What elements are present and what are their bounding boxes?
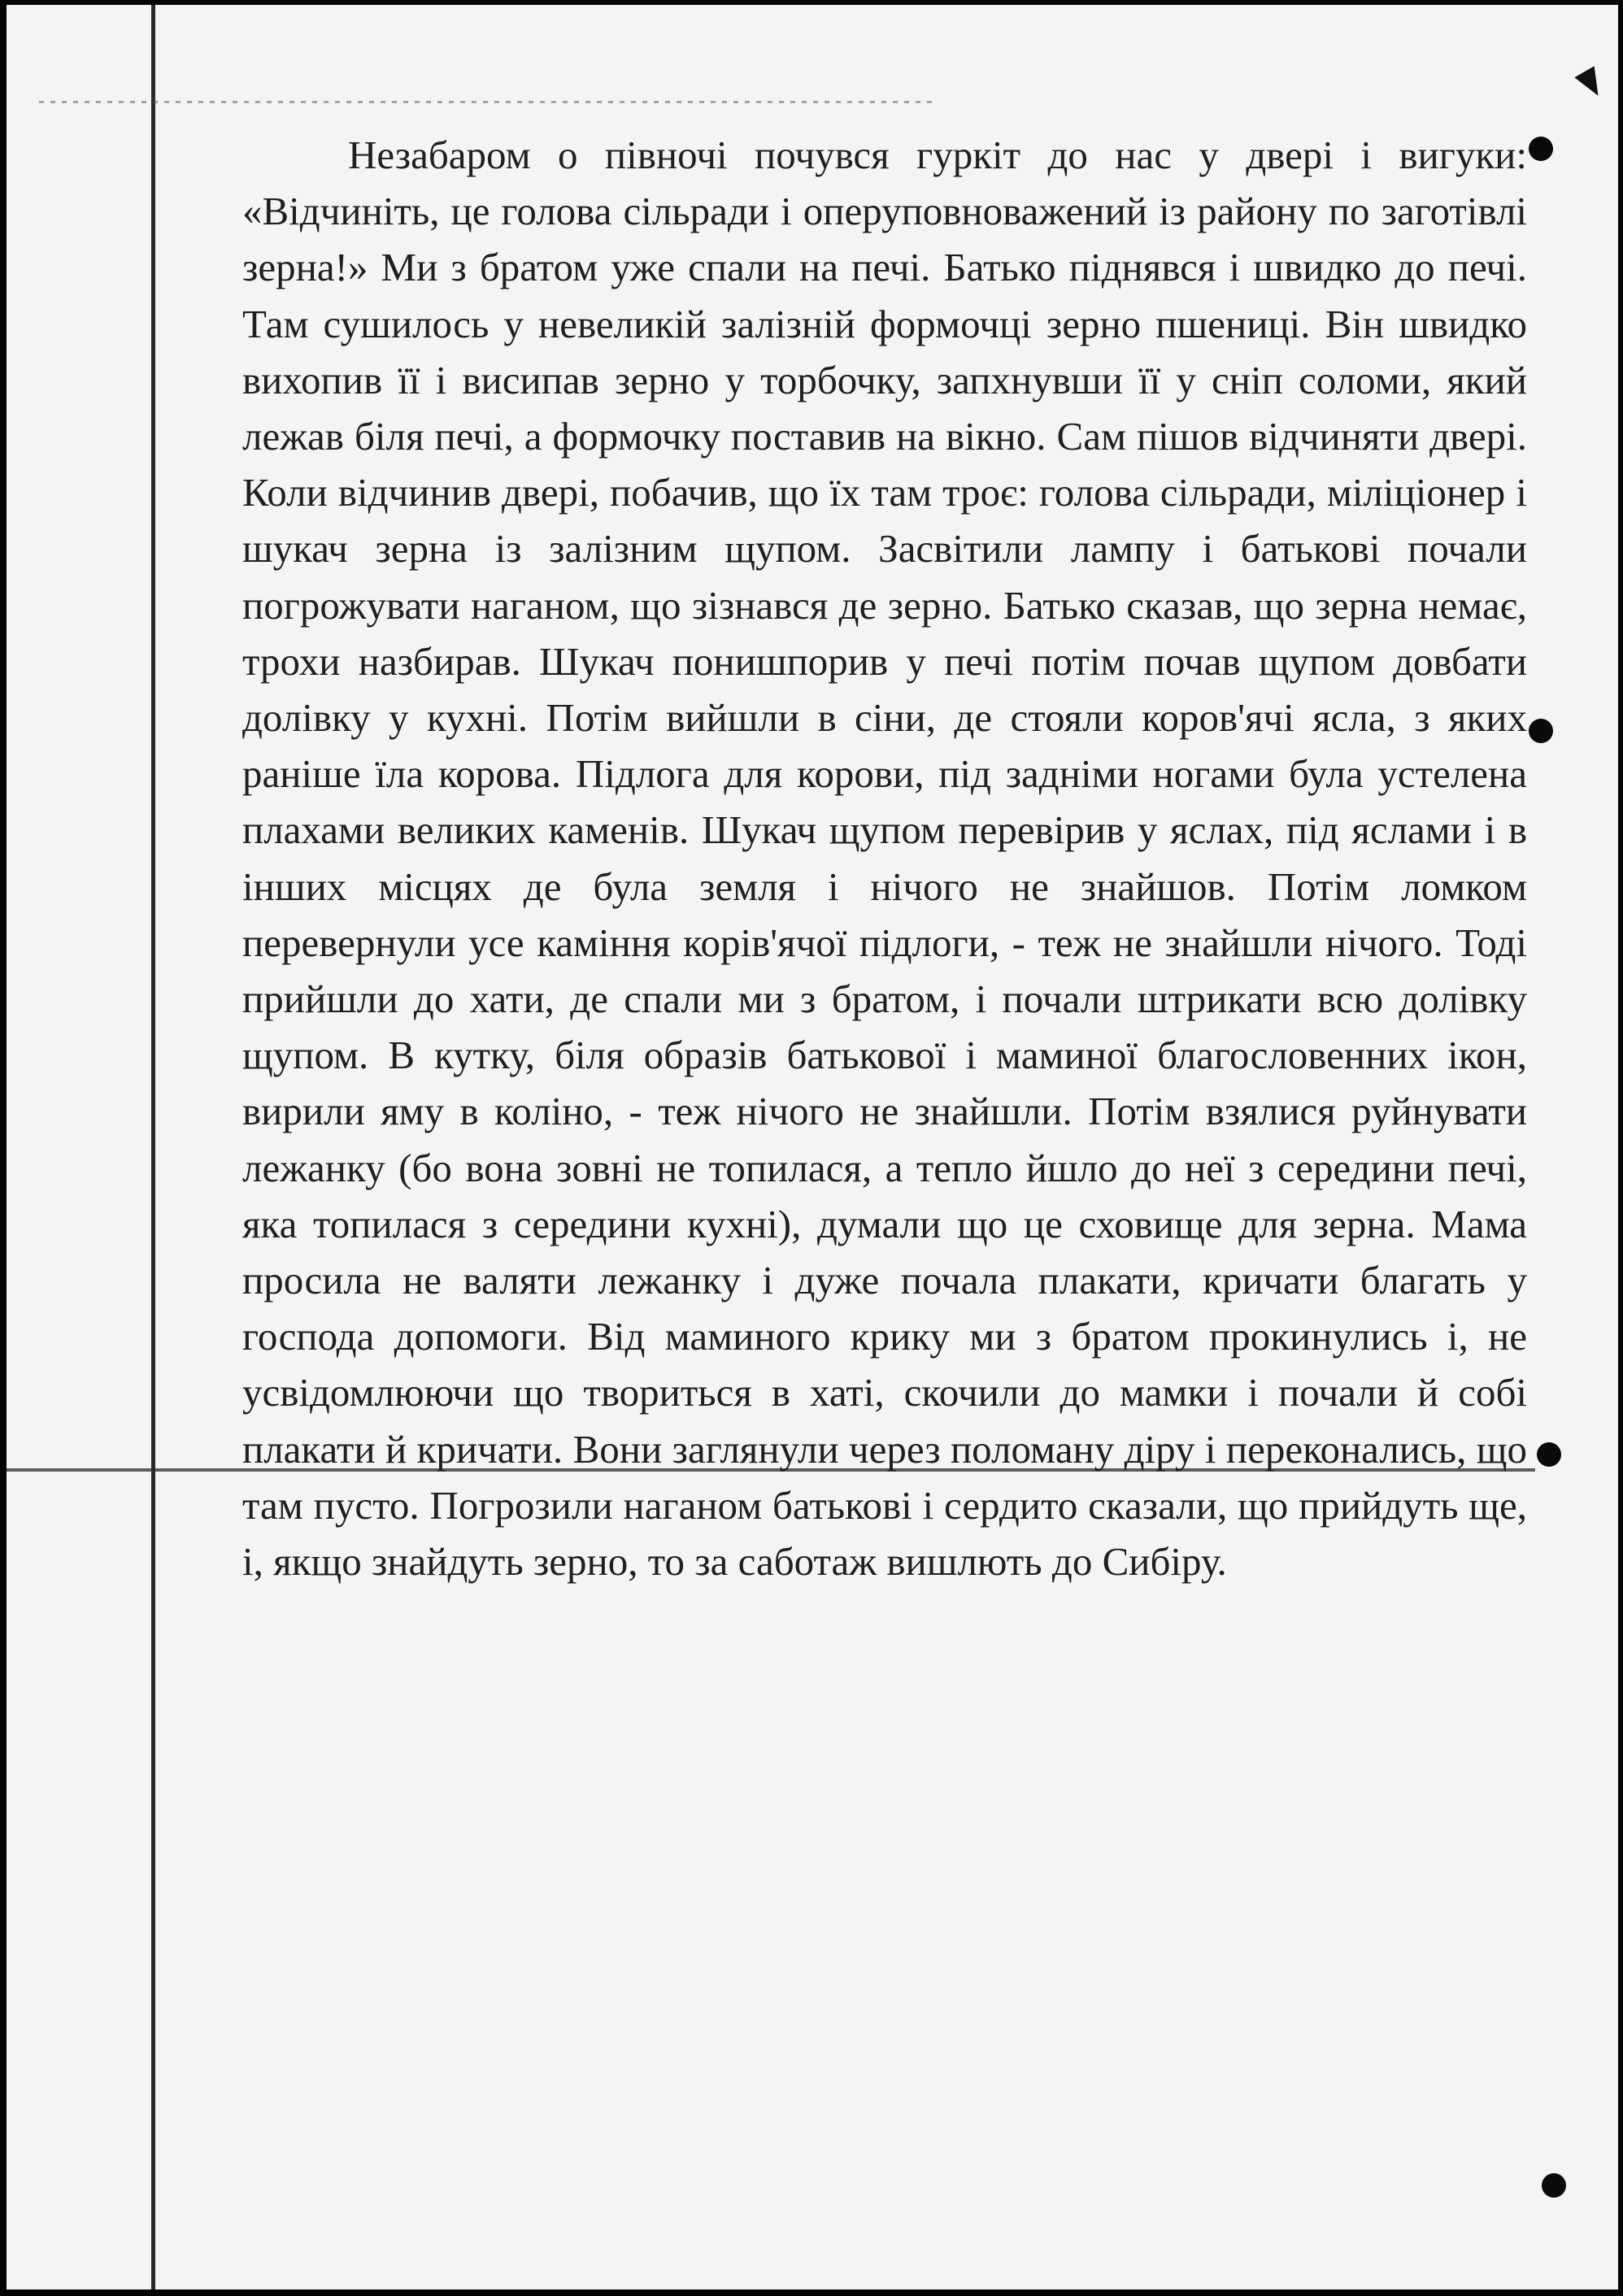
text-line: зізнався де зерно. Батько сказав, що зерна немає, трохи [242, 582, 1527, 684]
text-line: формочку поставив на вікно. Сам пішов відчиняти двері. [552, 414, 1528, 459]
text-line: Засвітили лампу і батькові почали погрожувати наганом, що [242, 526, 1528, 628]
text-line: кухні), думали що це сховище для зерна. Мама просила не [242, 1201, 1527, 1303]
corner-mark-icon [1574, 66, 1608, 101]
text-line: вишлють до Сибіру. [886, 1539, 1227, 1585]
document-page [7, 5, 1618, 2289]
scan-top-streak [39, 101, 933, 103]
text-line: ломком перевернули усе каміння корів'ячої підлоги, - теж [242, 863, 1527, 965]
text-line: скочили до мамки і почали й собі плакати й кричати. Вони [242, 1370, 1528, 1472]
text-line: Незабаром о півночі почувся гуркіт до нас у двері і [348, 133, 1372, 177]
text-line: вирили яму в коліно, - теж нічого не знайшли. Потім [242, 1089, 1190, 1134]
body-paragraph [242, 127, 1527, 1589]
text-line: довбати долівку у кухні. Потім вийшли в сіни, де стояли [242, 638, 1528, 741]
text-line: Коли відчинив двері, побачив, що їх там троє: голова [242, 470, 1150, 515]
text-line: прокинулись і, не усвідомлюючи що твориться в хаті, [242, 1314, 1527, 1415]
text-line: валяти лежанку і дуже почала плакати, кричати благать у [463, 1258, 1527, 1303]
text-line: вигуки: «Відчиніть, це голова сільради і [242, 133, 1527, 234]
punch-hole-icon [1537, 1442, 1561, 1467]
text-line: братом, і почали штрикати всю долівку щупом. В кутку, [242, 976, 1527, 1078]
text-line: прийдуть ще, і, якщо знайдуть зерно, то за саботаж [242, 1482, 1528, 1585]
text-line: братом уже спали на печі. Батько піднявся і швидко до печі. [479, 245, 1528, 290]
text-line: тепло йшло до неї з середини печі, яка топилася з середини [242, 1145, 1528, 1246]
text-line: біля образів батькової і маминої благословенних ікон, [555, 1033, 1528, 1078]
text-line: назбирав. Шукач понишпорив у печі потім почав щупом [358, 638, 1375, 684]
punch-hole-icon [1529, 137, 1553, 161]
text-line: коров'ячі ясла, з яких раніше їла корова. Підлога для [242, 695, 1528, 797]
text-line: пусто. Погрозили наганом батькові і сердито сказали, що [313, 1482, 1289, 1528]
text-line: взялися руйнувати лежанку (бо вона зовні не топилася, а [242, 1089, 1528, 1190]
margin-line [151, 5, 155, 2289]
text-line: сільради, міліціонер і шукач зерна із залізним щупом. [242, 470, 1528, 572]
text-line: Там сушилось у невеликій залізній формочці зерно [242, 301, 1142, 346]
text-line: каменів. Шукач щупом перевірив у яслах, під яслами і в [548, 807, 1528, 853]
text-line: не знайшли нічого. Тоді прийшли до хати, де спали ми з [242, 920, 1528, 1022]
text-line: оперуповноважений із району по заготівлі зерна!» Ми з [242, 189, 1528, 290]
text-line: заглянули через поломану діру і переконались, що там [242, 1426, 1527, 1528]
punch-hole-icon [1529, 719, 1553, 743]
text-line: господа допомоги. Від маминого крику ми з братом [242, 1314, 1190, 1359]
text-line: пшениці. Він швидко вихопив її і висипав зерно у торбочку, [242, 301, 1528, 402]
text-line: запхнувши її у сніп соломи, який лежав біля печі, а [242, 357, 1528, 459]
text-line: інших місцях де була земля і нічого не знайшов. Потім [242, 863, 1370, 909]
punch-hole-icon [1542, 2173, 1566, 2198]
text-line: корови, під задніми ногами була устелена плахами великих [242, 751, 1528, 853]
